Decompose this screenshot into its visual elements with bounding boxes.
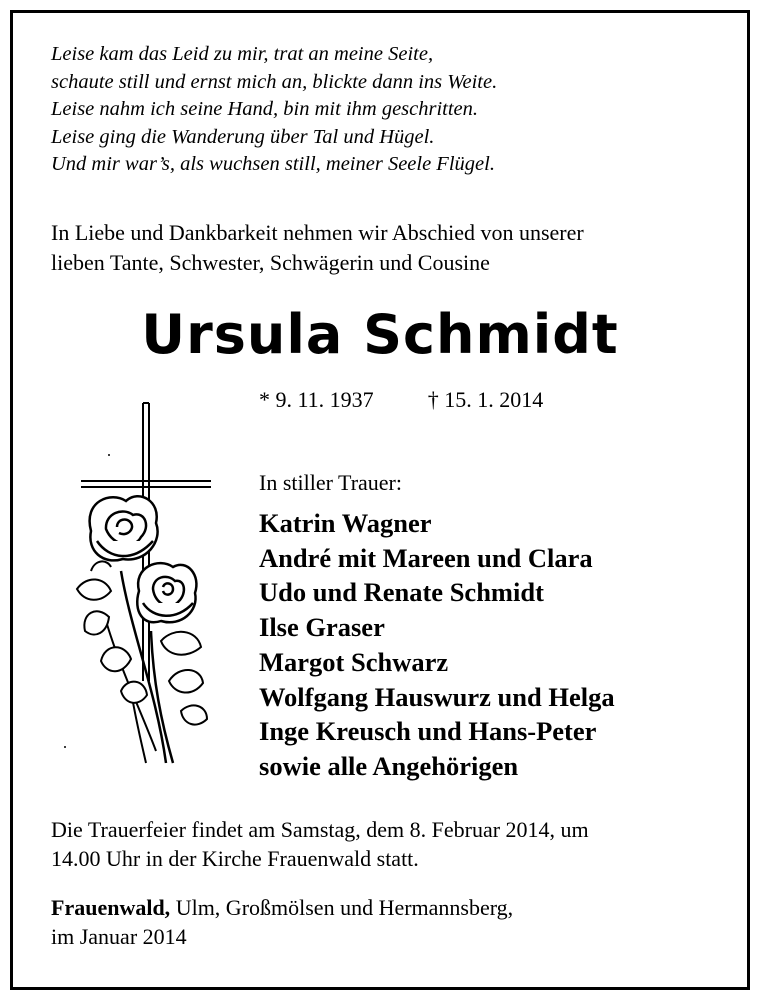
mourner-name: Katrin Wagner (259, 508, 432, 538)
life-dates (259, 386, 543, 414)
poem-line: Leise ging die Wanderung über Tal und Hügel. (51, 125, 435, 148)
service-line: 14.00 Uhr in der Kirche Frauenwald statt. (51, 846, 419, 871)
poem-line: Und mir war’s, als wuchsen still, meiner Seele Flügel. (51, 153, 495, 175)
birth-date: * 9. 11. 1937 (259, 387, 374, 412)
poem-line: schaute still und ernst mich an, blickte dann ins Weite. (51, 70, 498, 93)
service-info (51, 815, 721, 873)
place-town: Frauenwald, (51, 895, 171, 920)
service-line: Die Trauerfeier findet am Samstag, dem 8. Februar 2014, um (51, 817, 589, 842)
poem (51, 41, 497, 179)
mourner-name: André mit Mareen und Clara (259, 542, 593, 573)
intro-line: lieben Tante, Schwester, Schwägerin und Cousine (51, 250, 490, 275)
mourner-name: Udo und Renate Schmidt (259, 577, 544, 608)
mourner-name: Margot Schwarz (259, 646, 449, 677)
intro-line: In Liebe und Dankbarkeit nehmen wir Abschied von unserer (51, 220, 584, 245)
place-and-date (51, 893, 513, 951)
poem-line: Leise kam das Leid zu mir, trat an meine Seite, (51, 43, 434, 65)
mourners-list (259, 506, 615, 784)
cross-with-roses-icon (61, 391, 211, 771)
mourning-label: In stiller Trauer: (259, 470, 402, 495)
notice-date: im Januar 2014 (51, 924, 187, 949)
intro-text (51, 218, 721, 278)
deceased-name: Ursula Schmidt (141, 303, 619, 366)
death-date: † 15. 1. 2014 (427, 387, 544, 412)
mourner-name: Inge Kreusch und Hans-Peter (259, 716, 597, 747)
mourner-name: Ilse Graser (259, 612, 385, 643)
mourner-name: sowie alle Angehörigen (259, 750, 519, 781)
place-line (51, 893, 513, 922)
place-other-towns: Ulm, Großmölsen und Hermannsberg, (170, 895, 514, 920)
poem-line: Leise nahm ich seine Hand, bin mit ihm geschritten. (51, 98, 479, 120)
mourner-name: Wolfgang Hauswurz und Helga (259, 681, 615, 712)
obituary-notice (10, 10, 750, 990)
